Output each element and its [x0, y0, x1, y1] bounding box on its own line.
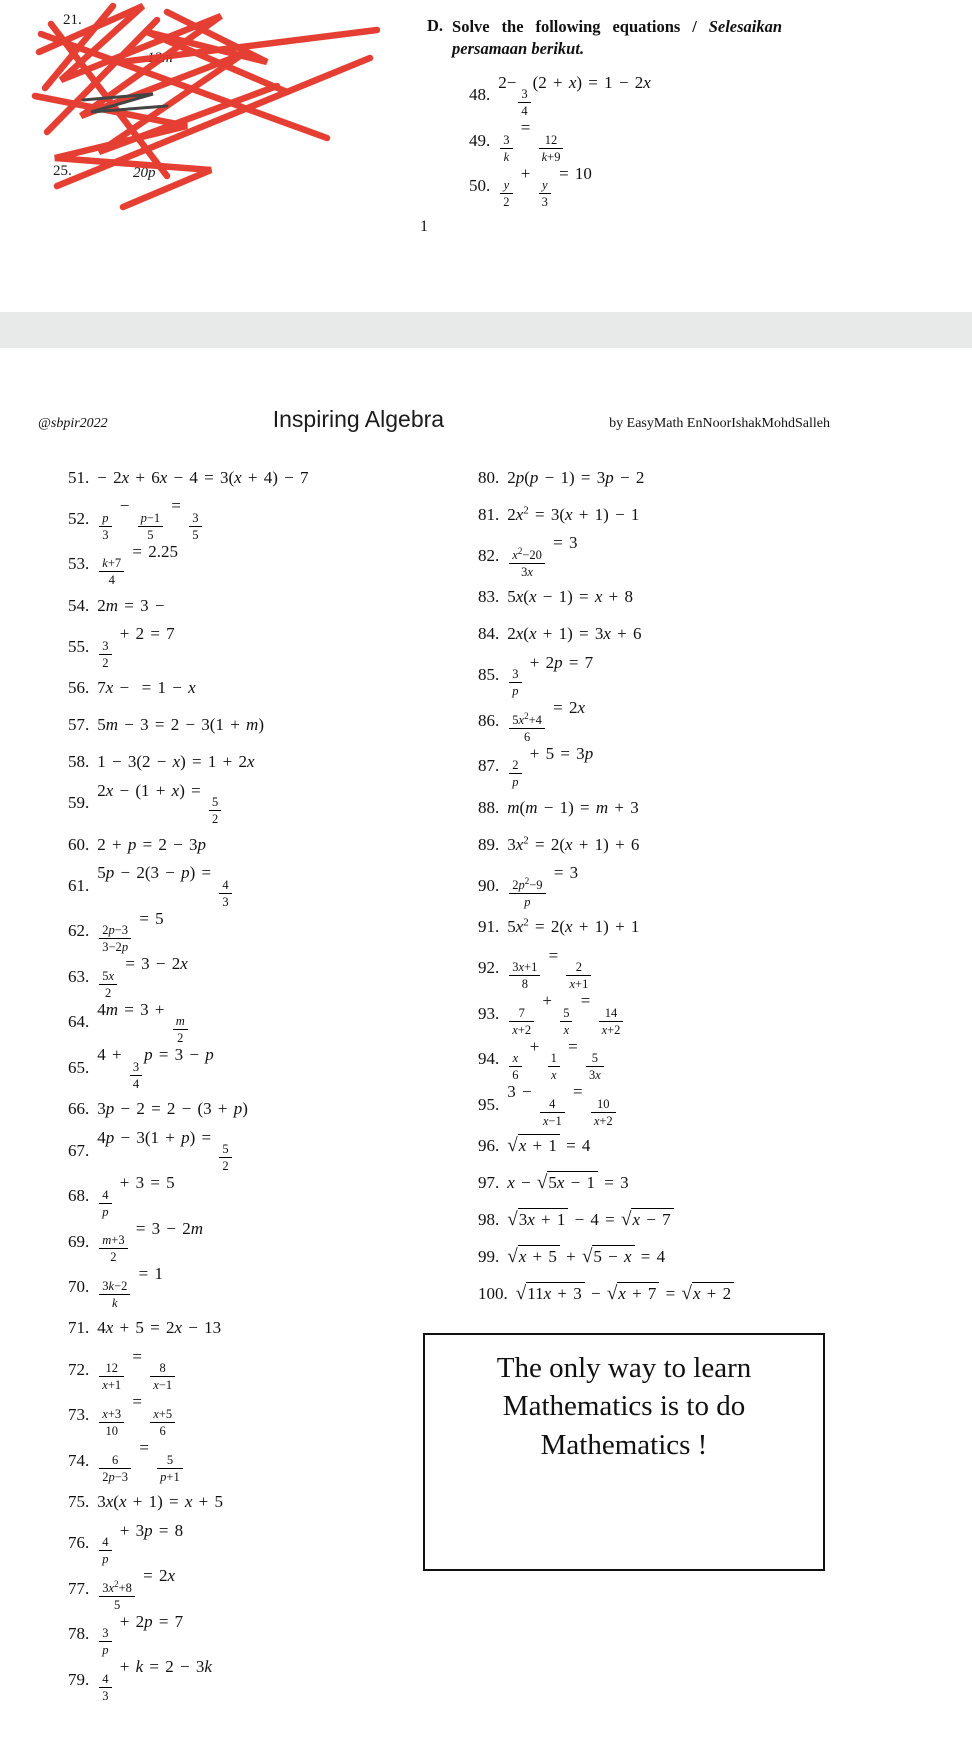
problem-row: [68, 624, 478, 670]
problem-expression: x − √5x − 1 = 3: [507, 1172, 629, 1194]
problem-number: 73.: [68, 1405, 90, 1425]
problem-row: [68, 670, 478, 707]
problem-row: [68, 1091, 478, 1128]
page-1: [0, 0, 972, 312]
radical-sign: √: [606, 1283, 618, 1305]
problem-number: 84.: [478, 624, 500, 644]
fraction: $\frac{y}{2}$: [500, 178, 512, 209]
problem-expression: 2− $\frac{3}{4}$ (2 + x) = 1 − 2x: [498, 72, 651, 119]
problem-expression: √11x + 3 − √x + 7 = √x + 2: [516, 1283, 734, 1305]
problem-number: 82.: [478, 545, 500, 565]
fraction: $\frac{x^2-20}{3x}$: [509, 548, 545, 579]
fraction: $\frac{5}{p+1}$: [157, 1453, 183, 1484]
problem-number: 89.: [478, 834, 500, 854]
problem-number: 83.: [478, 587, 500, 607]
problem-number: 53.: [68, 554, 90, 574]
problem-column-left: [38, 459, 478, 1703]
problem-row: [478, 616, 830, 653]
problem-number: 75.: [68, 1492, 90, 1511]
problem-expression: $\frac{x^2-20}{3x}$ = 3: [507, 533, 577, 579]
fraction: $\frac{4}{3}$: [99, 1672, 111, 1703]
fraction: $\frac{4}{p}$: [99, 1188, 111, 1219]
quote-line: Mathematics is to do: [502, 1390, 746, 1423]
problem-expression: 4p − 3(1 + p) = $\frac{5}{2}$: [97, 1128, 233, 1174]
problem-row: [478, 863, 830, 909]
problem-expression: √x + 1 = 4: [507, 1135, 591, 1157]
problem-row: [469, 164, 827, 210]
problem-expression: $\frac{2p^2-9}{p}$ = 3: [507, 863, 578, 909]
problem-expression: $\frac{3}{p}$ + 2p = 7: [507, 653, 593, 699]
problem-row: [68, 1657, 478, 1703]
fraction: $\frac{3k-2}{k}$: [99, 1279, 130, 1310]
fraction: $\frac{4}{3}$: [219, 878, 231, 909]
problem-expression: 4m = 3 + $\frac{m}{2}$: [97, 1000, 190, 1046]
fraction: $\frac{5}{x}$: [560, 1006, 572, 1037]
radical-sign: √: [536, 1172, 548, 1194]
problem-number: 60.: [68, 834, 90, 854]
fraction: $\frac{2}{p}$: [509, 758, 521, 789]
problem-expression: − 2x + 6x − 4 = 3(x + 4) − 7: [97, 467, 309, 487]
fraction: $\frac{12}{k+9}$: [539, 133, 564, 164]
page-title: Inspiring Algebra: [272, 406, 445, 432]
problem-row: [478, 533, 830, 579]
fraction: $\frac{5x^2+4}{6}$: [509, 713, 545, 744]
problem-row: [478, 1082, 830, 1128]
problem-expression: $\frac{12}{x+1}$ = $\frac{8}{x-1}$: [97, 1347, 177, 1393]
fraction: $\frac{3x+1}{8}$: [509, 960, 540, 991]
problem-number: 59.: [68, 793, 90, 813]
fraction: $\frac{k+7}{4}$: [99, 556, 124, 587]
problem-expression: $\frac{3}{p}$ + 2p = 7: [97, 1612, 183, 1658]
problem-list-48-50: [469, 73, 827, 210]
problem-row: [478, 744, 830, 790]
fraction: $\frac{5}{3x}$: [586, 1051, 604, 1082]
problem-row: [68, 1612, 478, 1658]
problem-number: 64.: [68, 1012, 90, 1032]
fraction: $\frac{14}{x+2}$: [599, 1006, 624, 1037]
problem-number: 94.: [478, 1049, 500, 1069]
fraction: $\frac{x+5}{6}$: [150, 1407, 175, 1438]
problem-number: 74.: [68, 1450, 90, 1470]
problem-row: [478, 1202, 830, 1239]
fraction: $\frac{2p-3}{3-2p}$: [99, 923, 131, 954]
problem-row: [478, 826, 830, 863]
problem-row: [469, 73, 827, 119]
problem-number: 76.: [68, 1533, 90, 1553]
problem-expression: $\frac{4}{3}$ + k = 2 − 3k: [97, 1657, 212, 1703]
problem-expression: 2p(p − 1) = 3p − 2: [507, 467, 645, 487]
fraction: $\frac{3}{k}$: [500, 133, 512, 164]
problem-number: 68.: [68, 1186, 90, 1206]
author-handle: @sbpir2022: [38, 416, 108, 431]
fraction: $\frac{7}{x+2}$: [509, 1006, 534, 1037]
quote-line: The only way to learn: [496, 1351, 752, 1384]
problem-row: [478, 991, 830, 1037]
problem-row: [68, 744, 478, 781]
radical-sign: √: [681, 1283, 692, 1305]
fraction: $\frac{10}{x+2}$: [591, 1097, 616, 1128]
problem-number: 65.: [68, 1058, 90, 1078]
quote-line: Mathematics !: [540, 1428, 708, 1461]
crossed-text-fragment: 12m: [147, 50, 173, 66]
radical-sign: √: [507, 1135, 518, 1157]
problem-row: [68, 459, 478, 496]
problem-row: [68, 1484, 478, 1521]
problem-number: 62.: [68, 921, 90, 941]
problem-row: [478, 496, 830, 533]
radical-sign: √: [621, 1209, 632, 1231]
problem-row: [478, 909, 830, 946]
problem-row: [478, 653, 830, 699]
problem-row: [68, 1392, 478, 1438]
problem-expression: 7x − = 1 − x: [97, 678, 196, 698]
problem-number: 61.: [68, 875, 90, 895]
problem-number: 100.: [478, 1284, 508, 1304]
problem-row: [68, 1310, 478, 1347]
problem-expression: $\frac{6}{2p-3}$ = $\frac{5}{p+1}$: [97, 1438, 184, 1484]
problem-expression: $\frac{5x^2+4}{6}$ = 2x: [507, 698, 585, 744]
problem-expression: $\frac{k+7}{4}$ = 2.25: [97, 542, 178, 588]
fraction: $\frac{x+3}{10}$: [99, 1407, 124, 1438]
problem-columns: [38, 459, 830, 1703]
problem-expression: 3 − $\frac{4}{x-1}$ = $\frac{10}{x+2}$: [507, 1082, 617, 1128]
problem-number: 87.: [478, 756, 500, 776]
problem-number: 85.: [478, 665, 500, 685]
problem-row: [469, 118, 827, 164]
fraction: $\frac{5}{2}$: [219, 1142, 231, 1173]
problem-expression: √3x + 1 − 4 = √x − 7: [507, 1209, 673, 1231]
problem-row: [68, 1264, 478, 1310]
fraction: $\frac{3x^2+8}{5}$: [99, 1581, 135, 1612]
fraction: $\frac{12}{x+1}$: [99, 1361, 124, 1392]
problem-row: [68, 1438, 478, 1484]
problem-column-right: [478, 459, 830, 1703]
problem-expression: $\frac{p}{3}$ − $\frac{p-1}{5}$ = $\frac{3}{5}$: [97, 496, 203, 542]
section-heading: [427, 16, 827, 61]
problem-number: 52.: [68, 508, 90, 528]
problem-row: [68, 781, 478, 827]
problem-expression: $\frac{4}{p}$ + 3p = 8: [97, 1521, 183, 1567]
page-2: [0, 348, 972, 1763]
problem-expression: m(m − 1) = m + 3: [507, 797, 639, 817]
problem-number: 56.: [68, 678, 90, 698]
problem-number: 78.: [68, 1624, 90, 1644]
problem-row: [68, 1000, 478, 1046]
fraction: $\frac{3}{5}$: [189, 511, 201, 542]
problem-expression: $\frac{y}{2}$ + $\frac{y}{3}$ = 10: [498, 164, 592, 210]
problem-list-80-100: [478, 459, 830, 1313]
problem-number: 86.: [478, 710, 500, 730]
problem-number: 72.: [68, 1359, 90, 1379]
problem-number: 50.: [469, 176, 491, 196]
problem-number: 98.: [478, 1210, 500, 1230]
crossed-text-fragment: 25.: [53, 163, 72, 179]
problem-number: 90.: [478, 875, 500, 895]
problem-expression: $\frac{3}{k}$ = $\frac{12}{k+9}$: [498, 118, 565, 164]
fraction: $\frac{y}{3}$: [539, 178, 551, 209]
problem-expression: 1 − 3(2 − x) = 1 + 2x: [97, 752, 255, 772]
radical-sign: √: [581, 1246, 593, 1268]
problem-expression: $3x^2 = 2(x + 1) + 6$: [507, 833, 640, 854]
problem-number: 92.: [478, 958, 500, 978]
problem-expression: $\frac{3x^2+8}{5}$ = 2x: [97, 1566, 175, 1612]
problem-number: 58.: [68, 752, 90, 772]
fraction: $\frac{2p^2-9}{p}$: [509, 878, 545, 909]
fraction: $\frac{5}{2}$: [209, 795, 221, 826]
problem-number: 81.: [478, 504, 500, 524]
fraction: $\frac{m}{2}$: [173, 1014, 188, 1045]
crossed-out-problems: [25, 0, 385, 215]
problem-expression: 4x + 5 = 2x − 13: [97, 1318, 222, 1338]
problem-expression: 2 + p = 2 − 3p: [97, 834, 207, 854]
problem-expression: 2x − (1 + x) = $\frac{5}{2}$: [97, 781, 223, 827]
problem-number: 70.: [68, 1277, 90, 1297]
problem-row: [478, 1276, 830, 1313]
section-d: [427, 16, 827, 209]
problem-expression: 4 + $\frac{3}{4}$ p = 3 − p: [97, 1045, 214, 1091]
problem-expression: 5p − 2(3 − p) = $\frac{4}{3}$: [97, 863, 233, 909]
problem-expression: $\frac{x}{6}$ + $\frac{1}{x}$ = $\frac{5}{3x}$: [507, 1037, 606, 1083]
quote-box: [423, 1333, 825, 1571]
fraction: $\frac{1}{x}$: [548, 1051, 560, 1082]
problem-row: [68, 1566, 478, 1612]
problem-expression: $\frac{5x}{2}$ = 3 − 2x: [97, 954, 188, 1000]
radical-sign: √: [507, 1209, 518, 1231]
problem-row: [68, 1521, 478, 1567]
problem-number: 55.: [68, 636, 90, 656]
problem-row: [478, 459, 830, 496]
problem-expression: 3x(x + 1) = x + 5: [97, 1492, 223, 1511]
fraction: $\frac{3}{4}$: [130, 1060, 142, 1091]
problem-number: 95.: [478, 1095, 500, 1115]
page-2-content: [38, 348, 830, 1703]
fraction: $\frac{3}{p}$: [509, 667, 521, 698]
problem-number: 48.: [469, 85, 491, 105]
problem-number: 71.: [68, 1318, 90, 1338]
page-header: [38, 406, 830, 433]
fraction: $\frac{3}{2}$: [99, 639, 111, 670]
problem-row: [478, 1239, 830, 1276]
problem-row: [68, 707, 478, 744]
problem-row: [478, 946, 830, 992]
fraction: $\frac{p}{3}$: [99, 511, 111, 542]
problem-row: [68, 1173, 478, 1219]
problem-row: [68, 954, 478, 1000]
red-scribble-stroke: [35, 96, 211, 207]
problem-row: [68, 1128, 478, 1174]
problem-number: 69.: [68, 1231, 90, 1251]
problem-row: [68, 1219, 478, 1265]
problem-number: 91.: [478, 917, 500, 937]
problem-expression: $\frac{3}{2}$ + 2 = 7: [97, 624, 174, 670]
problem-expression: $\frac{3x+1}{8}$ = $\frac{2}{x+1}$: [507, 946, 593, 992]
section-title: [452, 16, 782, 61]
crossed-text-fragment: 20p: [133, 165, 156, 181]
page-number: 1: [420, 218, 428, 235]
problem-row: [68, 496, 478, 542]
problem-row: [478, 789, 830, 826]
problem-number: 93.: [478, 1003, 500, 1023]
fraction: $\frac{p-1}{5}$: [138, 511, 164, 542]
problem-row: [68, 542, 478, 588]
fraction: $\frac{m+3}{2}$: [99, 1233, 127, 1264]
fraction: $\frac{8}{x-1}$: [150, 1361, 175, 1392]
problem-number: 67.: [68, 1140, 90, 1160]
problem-number: 49.: [469, 130, 491, 150]
problem-row: [68, 863, 478, 909]
problem-expression: $\frac{m+3}{2}$ = 3 − 2m: [97, 1219, 203, 1265]
fraction: $\frac{2}{x+1}$: [566, 960, 591, 991]
problem-expression: $\frac{2p-3}{3-2p}$ = 5: [97, 909, 163, 955]
red-scribble: [25, 0, 385, 215]
problem-row: [478, 1128, 830, 1165]
heading-english: Solve the following equations /: [452, 17, 697, 36]
problem-number: 99.: [478, 1247, 500, 1267]
problem-number: 51.: [68, 467, 90, 487]
problem-expression: 3p − 2 = 2 − (3 + p): [97, 1099, 248, 1119]
fraction: $\frac{4}{p}$: [99, 1535, 111, 1566]
problem-row: [68, 1045, 478, 1091]
radical-sign: √: [507, 1246, 518, 1268]
problem-expression: 5m − 3 = 2 − 3(1 + m): [97, 715, 264, 735]
problem-row: [478, 579, 830, 616]
page-separator: [0, 312, 972, 348]
problem-expression: 5x(x − 1) = x + 8: [507, 587, 633, 607]
fraction: $\frac{3}{p}$: [99, 1626, 111, 1657]
problem-row: [68, 1347, 478, 1393]
problem-expression: $\frac{2}{p}$ + 5 = 3p: [507, 744, 593, 790]
problem-number: 57.: [68, 715, 90, 735]
problem-expression: $\frac{7}{x+2}$ + $\frac{5}{x}$ = $\frac{14}{x+2}$: [507, 991, 625, 1037]
problem-number: 66.: [68, 1099, 90, 1119]
problem-number: 79.: [68, 1669, 90, 1689]
fraction: $\frac{6}{2p-3}$: [99, 1453, 131, 1484]
problem-expression: $\frac{x+3}{10}$ = $\frac{x+5}{6}$: [97, 1392, 177, 1438]
problem-row: [478, 1037, 830, 1083]
problem-expression: 2m = 3 −: [97, 595, 165, 615]
problem-row: [478, 698, 830, 744]
radical-sign: √: [515, 1283, 527, 1305]
problem-row: [68, 909, 478, 955]
problem-row: [478, 1165, 830, 1202]
problem-number: 97.: [478, 1173, 500, 1193]
problem-number: 77.: [68, 1578, 90, 1598]
fraction: $\frac{5x}{2}$: [99, 969, 117, 1000]
problem-number: 88.: [478, 797, 500, 817]
problem-expression: 2x(x + 1) = 3x + 6: [507, 624, 642, 644]
problem-number: 80.: [478, 467, 500, 487]
problem-expression: √x + 5 + √5 − x = 4: [507, 1246, 666, 1268]
byline: by EasyMath EnNoorIshakMohdSalleh: [609, 416, 830, 431]
fraction: $\frac{x}{6}$: [509, 1051, 521, 1082]
fraction: $\frac{3}{4}$: [518, 87, 530, 118]
problem-number: 54.: [68, 595, 90, 615]
problem-expression: $\frac{4}{p}$ + 3 = 5: [97, 1173, 174, 1219]
section-label: D.: [427, 16, 444, 35]
problem-number: 63.: [68, 966, 90, 986]
problem-row: [68, 587, 478, 624]
heading-malay: Selesaikan persamaan berikut.: [452, 17, 783, 59]
problem-number: 96.: [478, 1136, 500, 1156]
problem-row: [68, 826, 478, 863]
crossed-text-fragment: 21.: [63, 12, 82, 28]
problem-expression: $\frac{3k-2}{k}$ = 1: [97, 1264, 163, 1310]
problem-expression: $5x^2 = 2(x + 1) + 1$: [507, 916, 640, 937]
fraction: $\frac{4}{x-1}$: [540, 1097, 565, 1128]
problem-expression: $2x^2 = 3(x + 1) - 1$: [507, 503, 640, 524]
